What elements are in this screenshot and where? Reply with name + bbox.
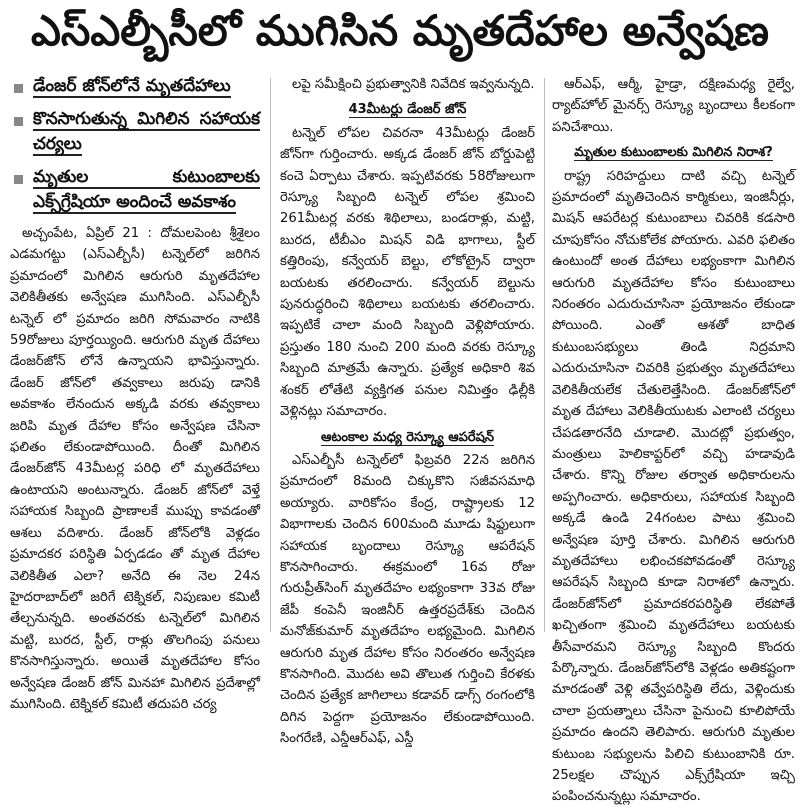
highlight-text: కొనసాగుతున్న మిగిలిన సహాయక చర్యలు	[33, 109, 260, 154]
highlight-text: మృతుల కుటుంబాలకు ఎక్స్‌గ్రేషియా అందించే అవకాశం	[33, 167, 260, 212]
bullet-icon	[14, 175, 23, 184]
highlight-item	[10, 165, 260, 215]
bullet-icon	[14, 84, 23, 93]
highlight-item	[10, 107, 260, 157]
article-paragraph: లపై సమీక్షించి ప్రభుత్వానికి నివేదిక ఇవ్వనున్నది.	[292, 77, 535, 92]
subheading: మృతుల కుటుంబాలకు మిగిలిన నిరాశ?	[574, 145, 773, 161]
article-paragraph: రాష్ట్ర సరిహద్దులు దాటి వచ్చి టన్నెల్ ప్రమాదంలో మృతిచెందిన కార్మికులు, ఇంజినీర్లు, మిషన్ ఆపరేటర్ల కుటుంబాలు చివరికి కడసారి చూపుకోసం నోచుకోలేక పోయారు. ఎవరి ఫలితం ఉంటుందో అంత దేహాలు లభ్యంకాగా మిగిలిన ఆరుగురి మృతదేహాల కోసం కుటుంబాలు నిరంతరం ఎదురుచూసినా ప్రయోజనం లేకుండా పోయింది. ఎంతో ఆశతో బాధిత కుటుంబసభ్యులు తిండి నిద్రమాని ఎదురుచూసినా చివరికి ప్రభుత్వం మృతదేహాలు వెలికితీయలేక చేతులెత్తేసింది. డేంజర్‌జోన్‌లో మృత దేహాలు వెలికితీయుటకు ఎలాంటి చర్యలు చేపడతారనేది చూడాలి. మొదట్లో ప్రభుత్వం, మంత్రులు హెలికాప్టర్‌లో వచ్చి హడావుడి చేశారు. కొన్ని రోజుల తర్వాత అధికారులను అప్పగించారు. అధికారులు, సహాయక సిబ్బంది అక్కడే ఉండి 24గంటల పాటు శ్రమించి అన్వేషణ పూర్తి చేశారు. మిగిలిన ఆరుగురి మృతదేహాలు లభించకపోవడంతో రెస్క్యూ ఆపరేషన్ సిబ్బంది కూడా నిరాశలో ఉన్నారు. డేంజర్‌జోన్‌లో ప్రమాదకరపరిస్థితి లేకపోతే ఖచ్చితంగా శ్రమించి మృతదేహాలు బయటకు తీసేవారమని రెస్క్యూ సిబ్బంది కొందరు పేర్కొన్నారు. డేంజర్‌జోన్‌లోకి వెళ్లడం అతికష్టంగా మారడంతో వెళ్లి తవ్వేపరిస్థితి లేదు, వెళ్లిందుకు చాలా ప్రయత్నాలు చేసినా పైనుంచి కూలిపోయే ప్రమాదం ఉందని తెలిపారు. ఆరుగురి మృతుల కుటుంబ సభ్యులను పిలిచి కుటుంబానికి రూ. 25లక్షల చొప్పున ఎక్స్‌గ్రేషియా ఇచ్చి పంపించనున్నట్లు సమాచారం.	[552, 168, 795, 805]
article-column-3	[552, 74, 795, 805]
article-paragraph: ఆర్ఎఫ్, ఆర్మీ, హైడ్రా, దక్షిణమధ్య రైల్వే, ర్యాట్‌హోల్ మైనర్స్ రెస్క్యూ బృందాలు కీలకంగా పనిచేశాయి.	[552, 77, 795, 135]
column-divider	[270, 78, 271, 632]
article-paragraph: అచ్చంపేట, ఏప్రిల్ 21 : దోమలపెంట శ్రీశైలం ఎడమగట్టు (ఎస్ఎల్బీసీ) టన్నెల్‌లో జరిగిన ప్రమాదంలో మిగిలిన ఆరుగురి మృతదేహాల వెలికితీతకు అన్వేషణ ముగిసింది. ఎస్ఎల్బీసీ టన్నెల్ లో ప్రమాదం జరిగి సోమవారం నాటికి 59రోజులు పూర్తయ్యింది. ఆరుగురి మృత దేహాలు డేంజర్‌జోన్ లోనే ఉన్నాయని భావిస్తున్నారు. డేంజర్ జోన్‌లో తవ్వకాలు జరుపు డానికి అవకాశం లేనందున అక్కడి వరకు తవ్వకాలు జరిపి మృత దేహాల కోసం అన్వేషణ చేసినా ఫలితం లేకుండాపోయింది. దీంతో మిగిలిన డేంజర్‌జోన్ 43మీటర్ల పరిధి లో మృతదేహాలు ఉంటాయని అంటున్నారు. డేంజర్ జోన్‌లో వెళ్తే సహాయక సిబ్బంది ప్రాణాలకే ముప్పు కావడంతో ఆశలు వదిశారు. డేంజర్ జోన్‌లోకి వెళ్లడం ప్రమాదకర పరిస్థితి ఏర్పడడం తో మృత దేహాల వెలికితీత ఎలా? అనేది ఈ నెల 24న హైదరాబాద్‌లో జరిగే టెక్నికల్, నిపుణుల కమిటీ తేల్చనున్నది. అంతవరకు టన్నెల్‌లో మిగిలిన మట్టి, బురద, స్టీల్, రాళ్లు తొలగింపు పనులు కొనసాగిస్తున్నారు. అయితే మృతదేహాల కోసం అన్వేషణ డేంజర్ జోన్ మినహా మిగిలిన ప్రదేశాల్లో ముగిసింది. టెక్నికల్ కమిటీ తదుపరి చర్య	[10, 226, 260, 712]
column-divider	[544, 78, 545, 632]
article-column-1	[10, 74, 260, 712]
article-paragraph: టన్నెల్ లోపల చివరనా 43మీటర్లు డేంజర్ జోన్‌గా గుర్తించారు. అక్కడ డేంజర్ జోన్ బోర్డుపెట్టి కంచె ఏర్పాటు చేశారు. ఇప్పటివరకు 58రోజులుగా రెస్క్యూ సిబ్బంది టన్నెల్ లోపల శ్రమించి 261మీటర్ల వరకు శిథిలాలు, బండరాళ్లు, మట్టి, బురద, టీబీఎం మిషన్ విడి భాగాలు, స్టీల్ కత్తిరింపు, కన్వేయర్ బెల్టు, లోకోట్రైన్ ద్వారా బయటకు తరలించారు. కన్వేయర్ బెల్టును పునరుద్ధరించి శిథిలాలు బయటకు తరలించారు. ఇప్పటికే చాలా మంది సిబ్బంది వెళ్లిపోయారు. ప్రస్తుతం 180 నుంచి 200 మంది వరకు రెస్క్యూ సిబ్బంది మాత్రమే ఉన్నారు. ప్రత్యేక అధికారి శివ శంకర్ లోతేటి వ్యక్తిగత పనుల నిమిత్తం ఢిల్లీకి వెళ్లినట్లు సమాచారం.	[280, 125, 535, 420]
subheading: ఆటంకాల మధ్య రెస్క్యూ ఆపరేషన్	[320, 429, 495, 445]
subheading: 43మీటర్లు డేంజర్ జోన్	[348, 102, 467, 118]
bullet-icon	[14, 117, 23, 126]
highlight-item	[10, 74, 260, 99]
article-column-2	[280, 74, 535, 747]
article-paragraph: ఎస్ఎల్బీసీ టన్నెల్‌లో ఫిబ్రవరి 22న జరిగిన ప్రమాదంలో 8మంది చిక్కుకొని సజీవసమాధి అయ్యారు. వారికోసం కేంద్ర, రాష్ట్రాలకు 12 విభాగాలకు చెందిన 600మంది మూడు షిఫ్టులుగా సహాయక బృందాలు రెస్క్యూ ఆపరేషన్ కొనసాగించారు. ఈక్రమంలో 16వ రోజు గురుప్రీత్‌సింగ్ మృతదేహం లభ్యంకాగా 33వ రోజు జేపీ కంపెనీ ఇంజినీర్ ఉత్తరప్రదేశ్‌కు చెందిన మనోజ్‌కుమార్ మృతదేహం లభ్యమైంది. మిగిలిన ఆరుగురి మృత దేహాల కోసం నిరంతరం అన్వేషణ కొనసాగింది. మొదట అవి తొలుత గుర్తించి కేరళకు చెందిన ప్రత్యేక జాగిలాలు కడావర్ డాగ్స్ రంగంలోకి దిగిన పెద్దగా ప్రయోజనం లేకుండాపోయింది. సింగరేణి, ఎన్డీఆర్ఎఫ్, ఎస్డీ	[280, 452, 535, 747]
headline: ఎస్ఎల్బీసీలో ముగిసిన మృతదేహాల అన్వేషణ	[30, 6, 769, 55]
highlight-text: డేంజర్ జోన్‌లోనే మృతదేహాలు	[33, 76, 231, 96]
